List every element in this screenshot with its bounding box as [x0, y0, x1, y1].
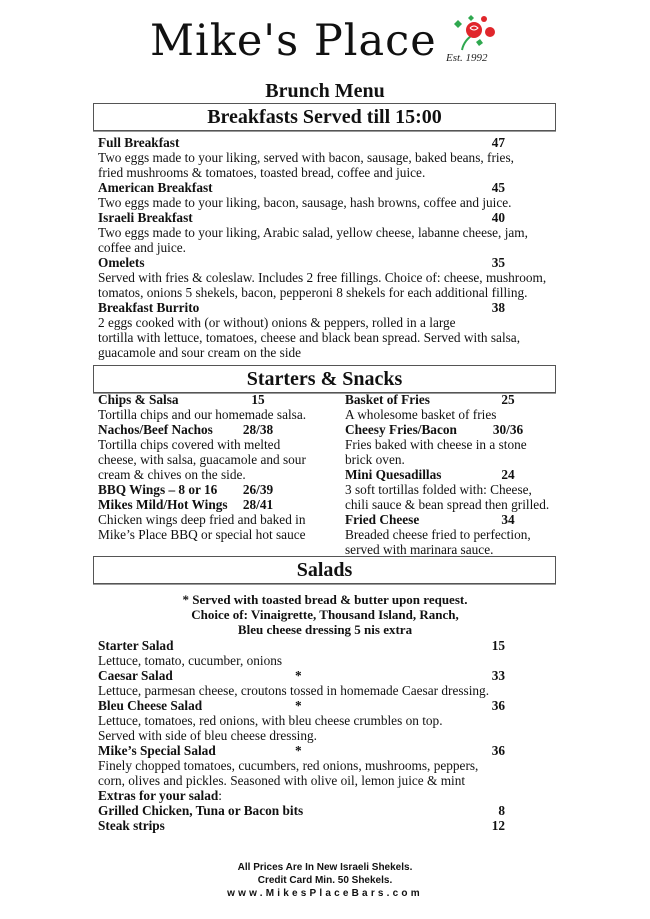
extra-item-price: 12 [491, 818, 505, 833]
extras-label: Extras for your salad [98, 788, 219, 803]
menu-item-price: 38 [491, 300, 505, 315]
menu-item-name: Nachos/Beef Nachos [98, 422, 213, 437]
menu-item-desc: Tortilla chips and our homemade salsa. [98, 407, 307, 422]
footer-prices-note: All Prices Are In New Israeli Shekels. [237, 862, 413, 873]
menu-item-desc: 2 eggs cooked with (or without) onions & peppers, rolled in a large [98, 315, 456, 330]
menu-item-desc: Fries baked with cheese in a stone [345, 437, 527, 452]
established-year: Est. 1992 [446, 52, 488, 64]
menu-item-price: 40 [491, 210, 505, 225]
extra-item-name: Steak strips [98, 818, 165, 833]
menu-item-price: 24 [501, 467, 515, 482]
rose-logo-icon [448, 14, 508, 54]
menu-item-desc: Finely chopped tomatoes, cucumbers, red onions, mushrooms, peppers, [98, 758, 479, 773]
menu-item-price: 28/38 [242, 422, 274, 437]
menu-item-price: 45 [491, 180, 505, 195]
menu-item-desc: served with marinara sauce. [345, 542, 494, 557]
menu-item-price: 33 [491, 668, 505, 683]
menu-item-desc: Two eggs made to your liking, Arabic salad, yellow cheese, labanne cheese, jam, [98, 225, 528, 240]
section-heading-breakfast: Breakfasts Served till 15:00 [93, 103, 556, 131]
extra-item-price: 8 [498, 803, 505, 818]
menu-item-name: Israeli Breakfast [98, 210, 193, 225]
menu-item-desc: tortilla with lettuce, tomatoes, cheese and black bean spread. Served with salsa, [98, 330, 521, 345]
dressing-asterisk: * [295, 743, 302, 758]
menu-item-price: 15 [491, 638, 505, 653]
menu-item-desc: 3 soft tortillas folded with: Cheese, [345, 482, 532, 497]
footer-website: www.MikesPlaceBars.com [227, 888, 423, 899]
menu-item-desc: cream & chives on the side. [98, 467, 246, 482]
restaurant-logo-text: Mike's Place [150, 16, 437, 66]
menu-item-desc: Served with fries & coleslaw. Includes 2 free fillings. Choice of: cheese, mushroom, [98, 270, 547, 285]
section-heading-salads: Salads [93, 556, 556, 584]
menu-item-price: 26/39 [242, 482, 274, 497]
menu-item-name: Starter Salad [98, 638, 174, 653]
salad-note: Choice of: Vinaigrette, Thousand Island, Ranch, [191, 607, 459, 622]
extra-item-name: Grilled Chicken, Tuna or Bacon bits [98, 803, 304, 818]
menu-item-name: Full Breakfast [98, 135, 180, 150]
menu-item-name: Mini Quesadillas [345, 467, 442, 482]
menu-item-desc: tomatos, onions 5 shekels, bacon, pepperoni 8 shekels for each additional filling. [98, 285, 528, 300]
menu-item-desc: chili sauce & bean spread then grilled. [345, 497, 550, 512]
footer-credit-card-note: Credit Card Min. 50 Shekels. [257, 875, 393, 886]
menu-item-price: 47 [491, 135, 505, 150]
section-heading-starters: Starters & Snacks [93, 365, 556, 393]
menu-item-price: 35 [491, 255, 505, 270]
salad-note: * Served with toasted bread & butter upon request. [182, 592, 468, 607]
menu-item-price: 28/41 [242, 497, 274, 512]
menu-item-desc: Lettuce, parmesan cheese, croutons tossed in homemade Caesar dressing. [98, 683, 490, 698]
menu-item-price: 15 [251, 392, 265, 407]
menu-item-price: 34 [501, 512, 515, 527]
menu-item-desc: Tortilla chips covered with melted [98, 437, 281, 452]
menu-item-price: 25 [501, 392, 515, 407]
menu-item-desc: guacamole and sour cream on the side [98, 345, 302, 360]
menu-item-desc: Two eggs made to your liking, bacon, sausage, hash browns, coffee and juice. [98, 195, 512, 210]
menu-item-desc: cheese, with salsa, guacamole and sour [98, 452, 306, 467]
menu-item-name: Breakfast Burrito [98, 300, 200, 315]
menu-item-name: Mike’s Special Salad [98, 743, 216, 758]
menu-item-name: Omelets [98, 255, 145, 270]
menu-item-name: Caesar Salad [98, 668, 173, 683]
menu-item-desc: corn, olives and pickles. Seasoned with olive oil, lemon juice & mint [98, 773, 466, 788]
extras-colon: : [218, 788, 222, 803]
menu-item-desc: Lettuce, tomatoes, red onions, with bleu cheese crumbles on top. [98, 713, 443, 728]
menu-item-desc: brick oven. [345, 452, 405, 467]
menu-item-desc: Chicken wings deep fried and baked in [98, 512, 306, 527]
menu-item-name: American Breakfast [98, 180, 213, 195]
menu-item-desc: A wholesome basket of fries [345, 407, 497, 422]
menu-item-name: Bleu Cheese Salad [98, 698, 203, 713]
menu-item-name: Basket of Fries [345, 392, 430, 407]
extras-heading [98, 788, 222, 803]
menu-item-desc: Served with side of bleu cheese dressing. [98, 728, 317, 743]
dressing-asterisk: * [295, 698, 302, 713]
salad-note: Bleu cheese dressing 5 nis extra [237, 622, 413, 637]
menu-item-desc: Lettuce, tomato, cucumber, onions [98, 653, 283, 668]
menu-item-name: Chips & Salsa [98, 392, 179, 407]
menu-item-desc: Two eggs made to your liking, served with bacon, sausage, baked beans, fries, [98, 150, 514, 165]
menu-item-desc: fried mushrooms & tomatoes, toasted bread, coffee and juice. [98, 165, 426, 180]
menu-item-name: Fried Cheese [345, 512, 420, 527]
menu-item-name: Cheesy Fries/Bacon [345, 422, 457, 437]
menu-item-price: 36 [491, 698, 505, 713]
menu-item-desc: coffee and juice. [98, 240, 186, 255]
menu-item-price: 30/36 [492, 422, 524, 437]
page-title: Brunch Menu [265, 80, 385, 102]
menu-item-price: 36 [491, 743, 505, 758]
menu-item-desc: Mike’s Place BBQ or special hot sauce [98, 527, 306, 542]
dressing-asterisk: * [295, 668, 302, 683]
menu-item-name: Mikes Mild/Hot Wings [98, 497, 228, 512]
menu-item-name: BBQ Wings – 8 or 16 [98, 482, 218, 497]
menu-item-desc: Breaded cheese fried to perfection, [345, 527, 531, 542]
